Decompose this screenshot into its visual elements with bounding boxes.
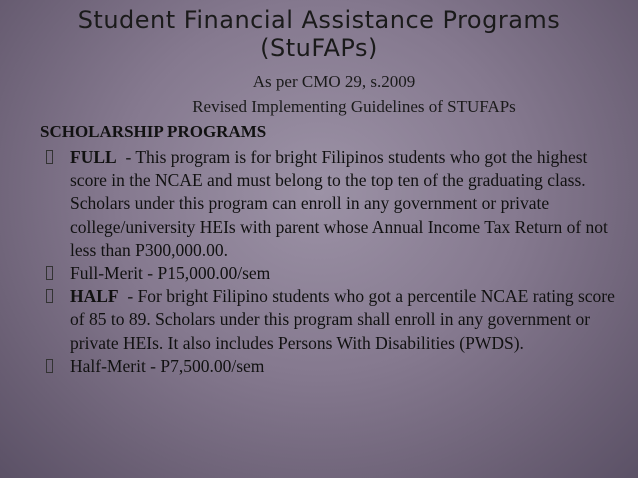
list-item-half — [0, 285, 638, 355]
list-item-full — [0, 146, 638, 262]
slide-title — [0, 6, 638, 62]
list-item-half-merit — [0, 355, 638, 378]
item-text: Full-Merit - P15,000.00/sem — [70, 263, 271, 284]
program-list — [0, 146, 638, 378]
subtitle-guidelines: Revised Implementing Guidelines of STUFAPs — [192, 97, 516, 116]
bullet-icon — [46, 150, 53, 164]
title-line-1: Student Financial Assistance Programs — [77, 6, 561, 34]
bullet-icon — [46, 359, 53, 373]
item-text: - This program is for bright Filipinos students who got the highest score in the NCAE and must belong to the top ten of the graduating class. Scholars under this program can enroll in any government or private college/university HEIs with parent whose Annual Income Tax Return of not less than P300,000.00. — [70, 147, 613, 260]
item-text: Half-Merit - P7,500.00/sem — [70, 355, 265, 376]
section-heading: SCHOLARSHIP PROGRAMS — [40, 122, 267, 141]
item-term: FULL — [70, 147, 117, 167]
bullet-icon — [46, 266, 53, 280]
bullet-icon — [46, 289, 53, 303]
item-text: - For bright Filipino students who got a percentile NCAE rating score of 85 to 89. Scholars under this program shall enroll in any government or private HEIs. It also includes Persons With Disabilities (PWDS). — [70, 286, 620, 353]
list-item-full-merit — [0, 262, 638, 285]
subtitle-reference: As per CMO 29, s.2009 — [252, 72, 416, 91]
title-line-2: (StuFAPs) — [260, 34, 378, 62]
item-term: HALF — [70, 286, 119, 307]
